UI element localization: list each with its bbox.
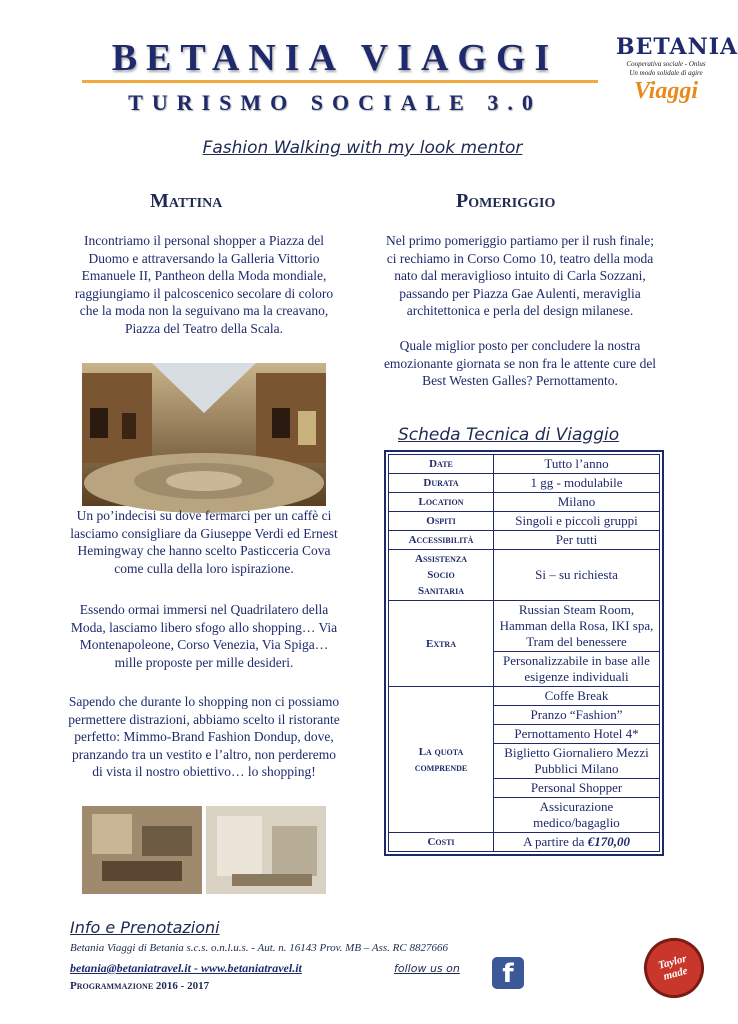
pomeriggio-paragraph-1: Nel primo pomeriggio partiamo per il rush finale; ci rechiamo in Corso Como 10, teatro della moda nato dal meraviglioso intuito di Carla Sozzani, passando per Piazza Gae Aulenti, meraviglia architettonica e perla del design milanese. [385, 233, 655, 318]
table-row [389, 833, 660, 852]
scheda-table [384, 450, 664, 856]
logo-name: BETANIA [616, 34, 738, 60]
accessibilita-label: Accessibilità [389, 531, 494, 550]
logo-tagline-2: Un modo solidale di agire [629, 69, 703, 77]
ospiti-label: Ospiti [389, 512, 494, 531]
quota-item: Personal Shopper [494, 779, 660, 798]
pomeriggio-paragraph-2: Quale miglior posto per concludere la nostra emozionante giornata se non fra le attente cure del Best Westen Galles? Pernottamento. [383, 338, 657, 388]
location-value: Milano [494, 493, 660, 512]
quota-item: Biglietto Giornaliero Mezzi Pubblici Milano [494, 744, 660, 779]
tour-title: Fashion Walking with my look mentor [202, 138, 523, 158]
costi-label: Costi [389, 833, 494, 852]
accessibilita-value: Per tutti [494, 531, 660, 550]
durata-label: Durata [389, 474, 494, 493]
mattina-paragraph-4: Sapendo che durante lo shopping non ci possiamo permettere distrazioni, abbiamo scelto il ristorante perfetto: Mimmo-Brand Fashion Dondup, dove, pranzando tra un vestito e l’altro, non perderemo di vista il nostro obiettivo… lo shopping! [68, 694, 340, 779]
assistenza-label [389, 550, 494, 601]
scheda-title: Scheda Tecnica di Viaggio [398, 425, 620, 445]
table-row [389, 474, 660, 493]
brand-subtitle: TURISMO SOCIALE 3.0 [128, 90, 542, 115]
info-heading: Info e Prenotazioni [70, 918, 220, 937]
quota-item: Pranzo “Fashion” [494, 706, 660, 725]
durata-value: 1 gg - modulabile [494, 474, 660, 493]
extra-value-2: Personalizzabile in base alle esigenze individuali [494, 652, 660, 687]
assistenza-label-1: Assistenza [415, 553, 467, 565]
betania-logo [616, 34, 738, 116]
restaurant-illustration [82, 806, 326, 894]
assistenza-label-2: Socio [427, 569, 455, 581]
assistenza-label-3: Sanitaria [418, 585, 464, 597]
assistenza-value: Si – su richiesta [494, 550, 660, 601]
galleria-illustration [82, 363, 326, 506]
mattina-heading: Mattina [150, 190, 223, 212]
brand-title: BETANIA VIAGGI [111, 37, 559, 79]
extra-value-1: Russian Steam Room, Hamman della Rosa, IKI spa, Tram del benessere [494, 601, 660, 652]
follow-us-text: follow us on [394, 962, 460, 975]
date-label: Date [389, 455, 494, 474]
quota-item: Assicurazione medico/bagaglio [494, 798, 660, 833]
table-row [389, 687, 660, 706]
quota-label-2: comprende [414, 761, 468, 774]
quota-item: Coffe Break [494, 687, 660, 706]
location-label: Location [389, 493, 494, 512]
quota-label-1: La quota [418, 745, 464, 758]
mattina-paragraph-1: Incontriamo il personal shopper a Piazza del Duomo e attraversando la Galleria Vittorio Emanuele II, Pantheon della Moda mondiale, raggiungiamo il palcoscenico secolare di coloro che la moda non la seguivano ma la creavano, Piazza del Teatro della Scala. [74, 233, 334, 336]
logo-tagline-1: Cooperativa sociale - Onlus [626, 60, 706, 68]
quota-item: Pernottamento Hotel 4* [494, 725, 660, 744]
table-row [389, 601, 660, 652]
date-value: Tutto l’anno [494, 455, 660, 474]
mattina-paragraph-3: Essendo ormai immersi nel Quadrilatero della Moda, lasciamo libero sfogo allo shopping… Via Montenapoleone, Corso Venezia, Via Spiga… mille proposte per mille desideri. [70, 602, 338, 670]
costi-prefix: A partire da [523, 834, 588, 849]
programmazione-label: Programmazione 2016 - 2017 [70, 980, 210, 992]
table-row [389, 493, 660, 512]
contact-links[interactable]: betania@betaniatravel.it - www.betaniatravel.it [70, 961, 302, 975]
pomeriggio-heading: Pomeriggio [456, 190, 556, 212]
quota-label [389, 687, 494, 833]
galleria-photo [82, 363, 326, 506]
table-row [389, 512, 660, 531]
logo-viaggi: Viaggi [633, 78, 699, 104]
table-row [389, 550, 660, 601]
brand-rule [82, 80, 598, 83]
costi-cell [494, 833, 660, 852]
restaurant-photo [82, 806, 326, 894]
ospiti-value: Singoli e piccoli gruppi [494, 512, 660, 531]
extra-label: Extra [389, 601, 494, 687]
table-row [389, 455, 660, 474]
costi-value: €170,00 [587, 834, 630, 849]
mattina-paragraph-2: Un po’indecisi su dove fermarci per un caffè ci lasciamo consigliare da Giuseppe Verdi ed Ernest Hemingway che hanno scelto Pasticceria Cova come culla della loro ispirazione. [70, 508, 338, 576]
taylor-made-badge: Taylor made [637, 931, 710, 1004]
legal-text: Betania Viaggi di Betania s.c.s. o.n.l.u.s. - Aut. n. 16143 Prov. MB – Ass. RC 8827666 [70, 942, 448, 954]
facebook-icon[interactable]: f [492, 957, 524, 989]
table-row [389, 531, 660, 550]
